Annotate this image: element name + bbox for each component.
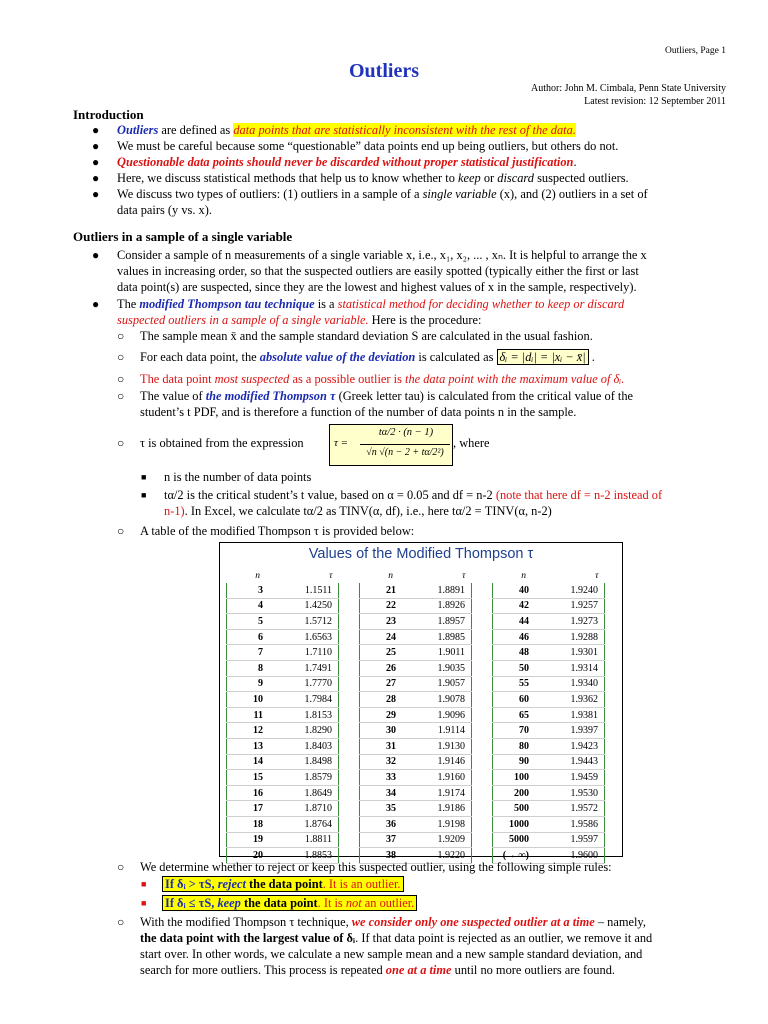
circle-bullet-icon: ○ — [117, 389, 125, 403]
table-row — [227, 660, 605, 676]
table-cell-tau: 1.8957 — [399, 614, 472, 630]
intro-bullet-3: Questionable data points should never be discarded without proper statistical justification. — [117, 155, 577, 169]
intro-bullet-2: We must be careful because some “questionable” data points end up being outliers, but others do not. — [117, 139, 619, 153]
table-row — [227, 816, 605, 832]
table-cell-tau: 1.9288 — [532, 629, 605, 645]
step-5-where: , where — [453, 436, 490, 450]
circle-bullet-icon: ○ — [117, 329, 125, 343]
table-row — [227, 785, 605, 801]
table-cell-tau: 1.6563 — [266, 629, 339, 645]
table-cell-tau: 1.1511 — [266, 583, 339, 598]
table-cell-n: 17 — [227, 801, 267, 817]
table-cell-tau: 1.7110 — [266, 645, 339, 661]
circle-bullet-icon: ○ — [117, 436, 125, 450]
table-cell-n: 34 — [360, 785, 400, 801]
table-cell-n: 60 — [493, 692, 533, 708]
table-cell-tau: 1.7770 — [266, 676, 339, 692]
table-cell-tau: 1.8853 — [266, 848, 339, 864]
table-cell-n: 32 — [360, 754, 400, 770]
table-cell-tau: 1.9273 — [532, 614, 605, 630]
table-cell-n: 37 — [360, 832, 400, 848]
table-row — [227, 614, 605, 630]
single-p1-line3: data point(s) are suspected, since they are the lowest and highest values of x in the sample, respectively). — [117, 280, 637, 294]
table-cell-tau: 1.9186 — [399, 801, 472, 817]
table-row — [227, 707, 605, 723]
table-cell-tau: 1.5712 — [266, 614, 339, 630]
table-cell-tau: 1.9381 — [532, 707, 605, 723]
table-cell-n: 40 — [493, 583, 533, 598]
table-cell-tau: 1.8649 — [266, 785, 339, 801]
table-row — [227, 770, 605, 786]
table-cell-n: 20 — [227, 848, 267, 864]
table-cell-n: 70 — [493, 723, 533, 739]
single-p1-line1: Consider a sample of n measurements of a single variable x, i.e., x₁, x₂, ... , xₙ. It is helpful to arrange the x — [117, 248, 647, 262]
table-row — [227, 676, 605, 692]
table-cell-n: 11 — [227, 707, 267, 723]
intro-bullet-4: Here, we discuss statistical methods that help us to know whether to keep or discard suspected outliers. — [117, 171, 629, 185]
col-header-tau: τ — [462, 570, 466, 581]
intro-bullet-5: We discuss two types of outliers: (1) outliers in a sample of a single variable (x), and (2) outliers in a set of — [117, 187, 648, 201]
table-cell-tau: 1.9057 — [399, 676, 472, 692]
rule-reject: If δᵢ > τS, reject the data point. It is an outlier. — [162, 876, 404, 892]
table-row — [227, 692, 605, 708]
table-cell-tau: 1.9114 — [399, 723, 472, 739]
table-cell-tau: 1.8403 — [266, 738, 339, 754]
table-cell-n: 100 — [493, 770, 533, 786]
single-heading: Outliers in a sample of a single variable — [73, 229, 293, 244]
table-cell-tau: 1.9240 — [532, 583, 605, 598]
table-cell-tau: 1.8764 — [266, 816, 339, 832]
table-cell-n: 5000 — [493, 832, 533, 848]
table-cell-tau: 1.9530 — [532, 785, 605, 801]
table-cell-tau: 1.9160 — [399, 770, 472, 786]
table-cell-tau: 1.4250 — [266, 598, 339, 614]
table-cell-tau: 1.9198 — [399, 816, 472, 832]
table-cell-tau: 1.9586 — [532, 816, 605, 832]
author-block — [531, 82, 726, 108]
table-cell-n: 50 — [493, 660, 533, 676]
step-4-line2: student’s t PDF, and is therefore a function of the number of data points n in the sample. — [140, 405, 577, 419]
circle-bullet-icon: ○ — [117, 915, 125, 929]
table-cell-tau: 1.8891 — [399, 583, 472, 598]
table-cell-n: 35 — [360, 801, 400, 817]
table-cell-tau: 1.9443 — [532, 754, 605, 770]
table-row — [227, 738, 605, 754]
table-cell-tau: 1.9397 — [532, 723, 605, 739]
table-cell-tau: 1.8985 — [399, 629, 472, 645]
table-cell-n: 4 — [227, 598, 267, 614]
table-cell-n: 31 — [360, 738, 400, 754]
tau-table-grid — [226, 568, 605, 864]
eq-lhs: τ = — [334, 437, 349, 449]
table-cell-n: 80 — [493, 738, 533, 754]
table-cell-tau: 1.9423 — [532, 738, 605, 754]
table-cell-n: 33 — [360, 770, 400, 786]
page-title: Outliers — [349, 60, 419, 82]
table-cell-n: 12 — [227, 723, 267, 739]
table-cell-n: 25 — [360, 645, 400, 661]
col-header-n: n — [255, 570, 260, 581]
step-3: The data point most suspected as a possible outlier is the data point with the maximum value of δᵢ. — [140, 372, 625, 386]
tau-equation — [329, 424, 453, 466]
square-bullet-icon: ■ — [141, 898, 147, 908]
intro-bullet-5-cont: data pairs (y vs. x). — [117, 203, 212, 217]
table-cell-tau: 1.8926 — [399, 598, 472, 614]
step-1: The sample mean x̄ and the sample standard deviation S are calculated in the usual fashion. — [140, 329, 593, 343]
col-header-tau: τ — [329, 570, 333, 581]
note-line3: start over. In other words, we calculate a new sample mean and a new sample standard deviation, and — [140, 947, 643, 961]
bullet-icon: ● — [92, 155, 100, 169]
bullet-icon: ● — [92, 123, 100, 137]
table-cell-tau: 1.9257 — [532, 598, 605, 614]
table-cell-n: 5 — [227, 614, 267, 630]
table-cell-n: 29 — [360, 707, 400, 723]
bullet-icon: ● — [92, 297, 100, 311]
table-cell-tau: 1.9597 — [532, 832, 605, 848]
circle-bullet-icon: ○ — [117, 860, 125, 874]
table-cell-n: 27 — [360, 676, 400, 692]
step-2: For each data point, the absolute value of the deviation is calculated as δᵢ = |dᵢ| = |xᵢ − x̄| . — [140, 350, 595, 364]
table-cell-n: 500 — [493, 801, 533, 817]
note-line2: the data point with the largest value of δᵢ. If that data point is rejected as an outlier, we remove it and — [140, 931, 653, 945]
author-line: Author: John M. Cimbala, Penn State University — [531, 83, 726, 94]
table-cell-tau: 1.8153 — [266, 707, 339, 723]
table-cell-n: 16 — [227, 785, 267, 801]
square-bullet-icon: ■ — [141, 472, 147, 482]
note-n: n is the number of data points — [164, 470, 312, 484]
table-cell-n: 44 — [493, 614, 533, 630]
table-cell-n: 10 — [227, 692, 267, 708]
square-bullet-icon: ■ — [141, 879, 147, 889]
table-cell-n: 23 — [360, 614, 400, 630]
table-cell-n: 28 — [360, 692, 400, 708]
table-cell-tau: 1.9314 — [532, 660, 605, 676]
table-cell-tau: 1.9078 — [399, 692, 472, 708]
table-cell-n: 8 — [227, 660, 267, 676]
table-cell-n: 36 — [360, 816, 400, 832]
note-line1: With the modified Thompson τ technique, we consider only one suspected outlier at a time – namely, — [140, 915, 646, 929]
table-cell-tau: 1.9096 — [399, 707, 472, 723]
table-cell-tau: 1.9146 — [399, 754, 472, 770]
intro-bullet-1: Outliers are defined as data points that are statistically inconsistent with the rest of the data. — [117, 123, 576, 137]
table-cell-tau: 1.9459 — [532, 770, 605, 786]
table-row — [227, 629, 605, 645]
table-cell-tau: 1.8290 — [266, 723, 339, 739]
note-t-line1: tα/2 is the critical student’s t value, based on α = 0.05 and df = n-2 (note that here df = n-2 instead of — [164, 488, 663, 502]
table-cell-tau: 1.7491 — [266, 660, 339, 676]
revision-line: Latest revision: 12 September 2011 — [584, 96, 726, 107]
table-cell-tau: 1.7984 — [266, 692, 339, 708]
table-cell-tau: 1.8498 — [266, 754, 339, 770]
table-cell-n: 13 — [227, 738, 267, 754]
table-row — [227, 754, 605, 770]
circle-bullet-icon: ○ — [117, 372, 125, 386]
table-row — [227, 832, 605, 848]
table-cell-tau: 1.9209 — [399, 832, 472, 848]
table-cell-n: 42 — [493, 598, 533, 614]
table-cell-n: 3 — [227, 583, 267, 598]
table-cell-n: 46 — [493, 629, 533, 645]
table-cell-tau: 1.9340 — [532, 676, 605, 692]
table-cell-n: 30 — [360, 723, 400, 739]
single-p1-line2: values in increasing order, so that the suspected outliers are easily spotted (typically either the first or last — [117, 264, 639, 278]
table-row — [227, 598, 605, 614]
table-cell-n: 7 — [227, 645, 267, 661]
table-cell-tau: 1.9035 — [399, 660, 472, 676]
col-header-n: n — [521, 570, 526, 581]
col-header-n: n — [388, 570, 393, 581]
table-cell-n: (→ ∞) — [493, 848, 533, 864]
intro-heading: Introduction — [73, 107, 144, 122]
step-5: τ is obtained from the expression — [140, 436, 304, 450]
tau-table — [219, 542, 623, 861]
bullet-icon: ● — [92, 139, 100, 153]
table-cell-n: 1000 — [493, 816, 533, 832]
note-line4: search for more outliers. This process is repeated one at a time until no more outliers are found. — [140, 963, 615, 977]
table-cell-n: 200 — [493, 785, 533, 801]
step-4-line1: The value of the modified Thompson τ (Greek letter tau) is calculated from the critical value of the — [140, 389, 634, 403]
table-cell-tau: 1.9301 — [532, 645, 605, 661]
table-cell-tau: 1.8710 — [266, 801, 339, 817]
eq-numerator: tα/2 · (n − 1) — [378, 427, 434, 438]
table-cell-n: 18 — [227, 816, 267, 832]
table-cell-n: 6 — [227, 629, 267, 645]
table-cell-tau: 1.9011 — [399, 645, 472, 661]
bullet-icon: ● — [92, 187, 100, 201]
table-cell-tau: 1.9220 — [399, 848, 472, 864]
table-cell-n: 19 — [227, 832, 267, 848]
table-cell-tau: 1.9130 — [399, 738, 472, 754]
table-cell-tau: 1.9174 — [399, 785, 472, 801]
table-cell-n: 9 — [227, 676, 267, 692]
table-cell-n: 21 — [360, 583, 400, 598]
table-row — [227, 723, 605, 739]
bullet-icon: ● — [92, 248, 100, 262]
table-cell-n: 26 — [360, 660, 400, 676]
circle-bullet-icon: ○ — [117, 524, 125, 538]
table-cell-tau: 1.9600 — [532, 848, 605, 864]
single-p2-line1: The modified Thompson tau technique is a statistical method for deciding whether to keep or discard — [117, 297, 625, 311]
table-cell-tau: 1.8579 — [266, 770, 339, 786]
note-t-line2: n-1). In Excel, we calculate tα/2 as TINV(α, df), i.e., here tα/2 = TINV(α, n-2) — [164, 504, 552, 518]
table-cell-n: 22 — [360, 598, 400, 614]
rule-keep: If δᵢ ≤ τS, keep the data point. It is not an outlier. — [162, 895, 417, 911]
table-row — [227, 801, 605, 817]
square-bullet-icon: ■ — [141, 490, 147, 500]
table-cell-n: 14 — [227, 754, 267, 770]
circle-bullet-icon: ○ — [117, 350, 125, 364]
table-cell-tau: 1.9572 — [532, 801, 605, 817]
bullet-icon: ● — [92, 171, 100, 185]
table-cell-n: 65 — [493, 707, 533, 723]
eq-denominator: √n √(n − 2 + tα/2²) — [366, 447, 444, 458]
table-cell-tau: 1.8811 — [266, 832, 339, 848]
single-p2-line2: suspected outliers in a sample of a single variable. Here is the procedure: — [117, 313, 482, 327]
table-title: Values of the Modified Thompson τ — [308, 546, 534, 562]
rule-intro: We determine whether to reject or keep this suspected outlier, using the following simple rules: — [140, 860, 612, 874]
table-cell-n: 15 — [227, 770, 267, 786]
table-row — [227, 645, 605, 661]
page-label: Outliers, Page 1 — [665, 46, 726, 56]
step-6: A table of the modified Thompson τ is provided below: — [140, 524, 415, 538]
table-cell-tau: 1.9362 — [532, 692, 605, 708]
table-cell-n: 38 — [360, 848, 400, 864]
table-row — [227, 583, 605, 598]
table-cell-n: 55 — [493, 676, 533, 692]
col-header-tau: τ — [595, 570, 599, 581]
table-cell-n: 24 — [360, 629, 400, 645]
table-cell-n: 48 — [493, 645, 533, 661]
table-cell-n: 90 — [493, 754, 533, 770]
